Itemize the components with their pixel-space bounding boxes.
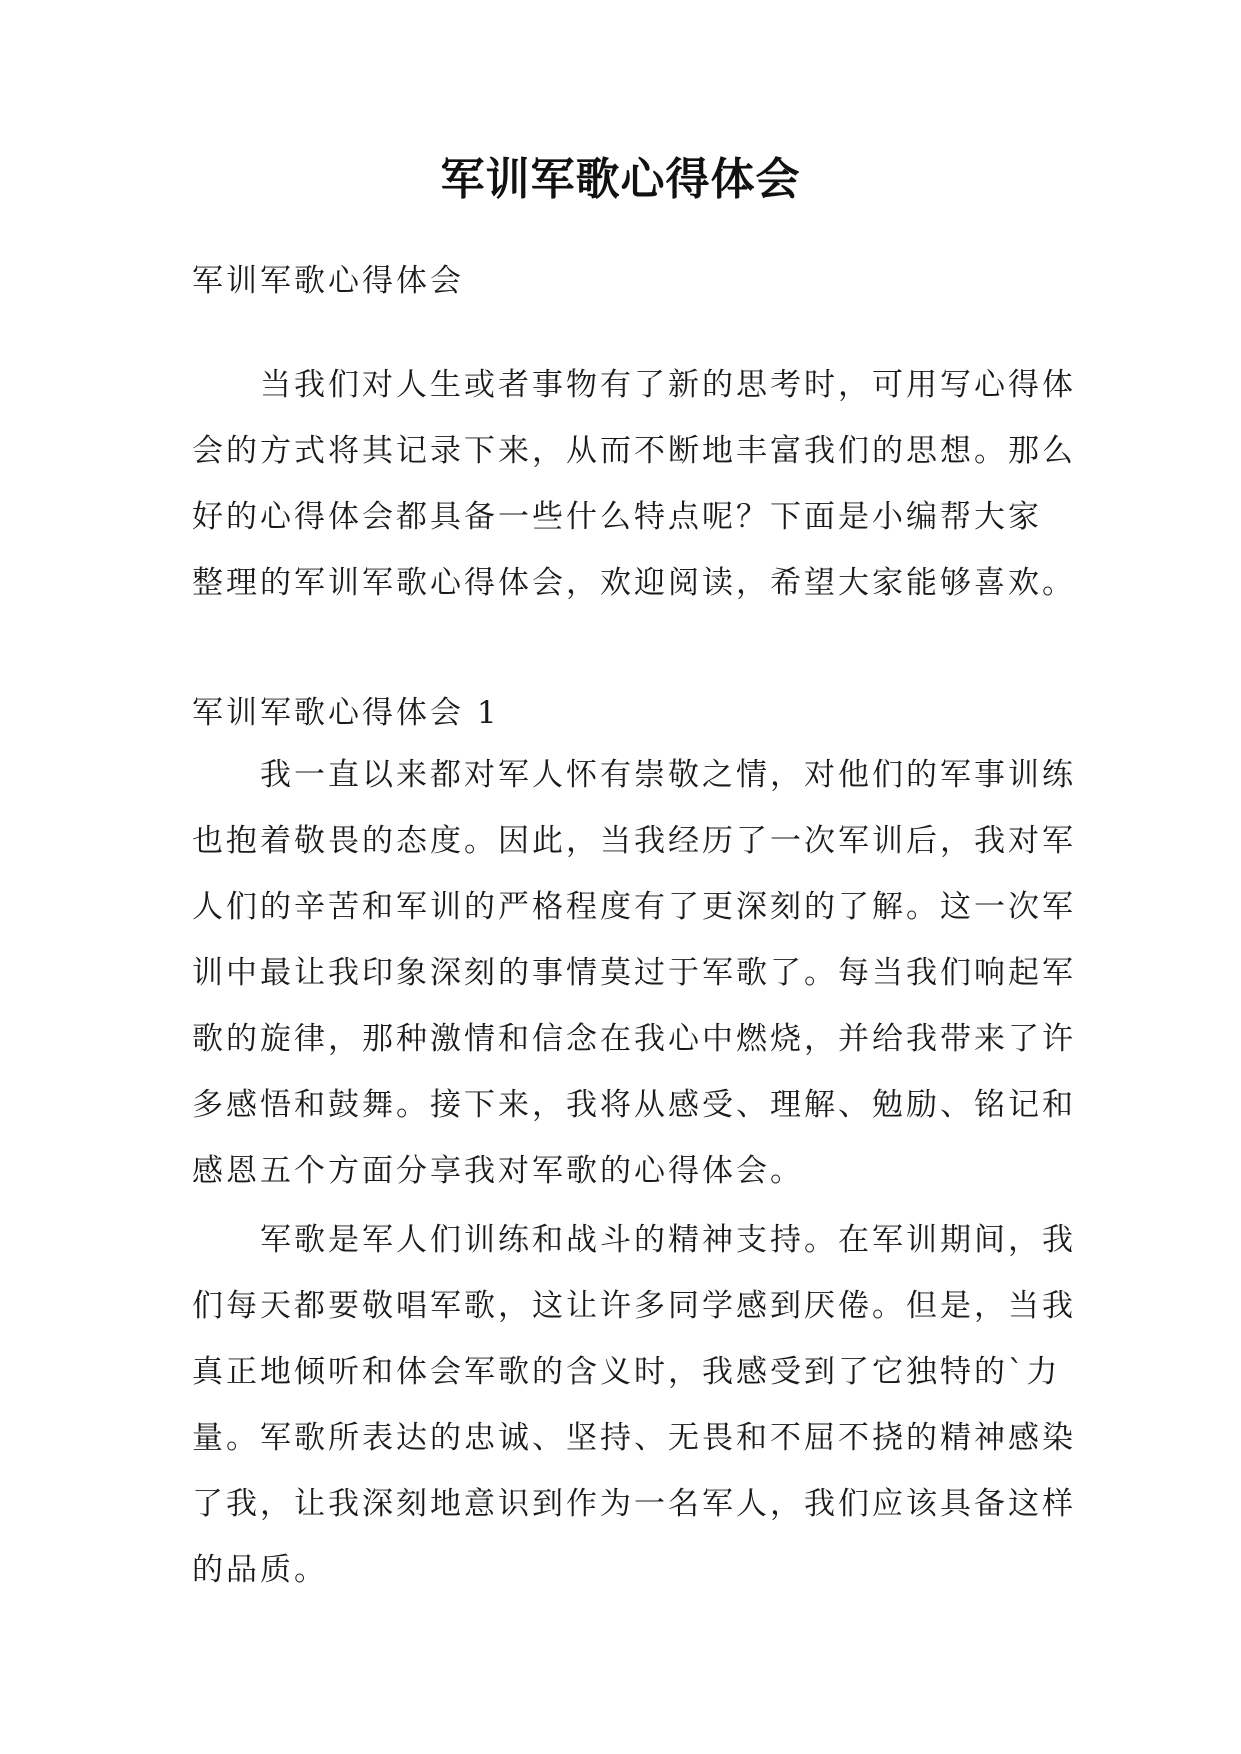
paragraph-line: 训中最让我印象深刻的事情莫过于军歌了。每当我们响起军: [192, 955, 1076, 991]
intro-line: 当我们对人生或者事物有了新的思考时，可用写心得体: [260, 367, 1076, 403]
paragraph-line: 也抱着敬畏的态度。因此，当我经历了一次军训后，我对军: [192, 823, 1076, 859]
document-title: 军训军歌心得体会: [440, 154, 801, 205]
paragraph-line: 了我，让我深刻地意识到作为一名军人，我们应该具备这样: [192, 1486, 1076, 1522]
paragraph-line: 军歌是军人们训练和战斗的精神支持。在军训期间，我: [260, 1222, 1076, 1258]
paragraph-line: 我一直以来都对军人怀有崇敬之情，对他们的军事训练: [260, 757, 1076, 793]
paragraph-line: 人们的辛苦和军训的严格程度有了更深刻的了解。这一次军: [192, 889, 1076, 925]
paragraph-line: 量。军歌所表达的忠诚、坚持、无畏和不屈不挠的精神感染: [192, 1420, 1076, 1456]
section-paragraph-2: [192, 1207, 1076, 1603]
intro-line: 好的心得体会都具备一些什么特点呢？下面是小编帮大家: [192, 499, 1042, 535]
intro-paragraph: [192, 352, 1076, 616]
section-paragraph-1: [192, 742, 1076, 1204]
paragraph-line: 感恩五个方面分享我对军歌的心得体会。: [192, 1153, 804, 1189]
intro-line: 会的方式将其记录下来，从而不断地丰富我们的思想。那么: [192, 433, 1076, 469]
intro-line: 整理的军训军歌心得体会，欢迎阅读，希望大家能够喜欢。: [192, 565, 1076, 601]
paragraph-line: 歌的旋律，那种激情和信念在我心中燃烧，并给我带来了许: [192, 1021, 1076, 1057]
paragraph-line: 们每天都要敬唱军歌，这让许多同学感到厌倦。但是，当我: [192, 1288, 1076, 1324]
paragraph-line: 真正地倾听和体会军歌的含义时，我感受到了它独特的`力: [192, 1354, 1061, 1390]
section-heading: 军训军歌心得体会 1: [192, 695, 500, 731]
paragraph-line: 的品质。: [192, 1552, 328, 1588]
paragraph-line: 多感悟和鼓舞。接下来，我将从感受、理解、勉励、铭记和: [192, 1087, 1076, 1123]
document-subtitle: 军训军歌心得体会: [192, 263, 464, 299]
